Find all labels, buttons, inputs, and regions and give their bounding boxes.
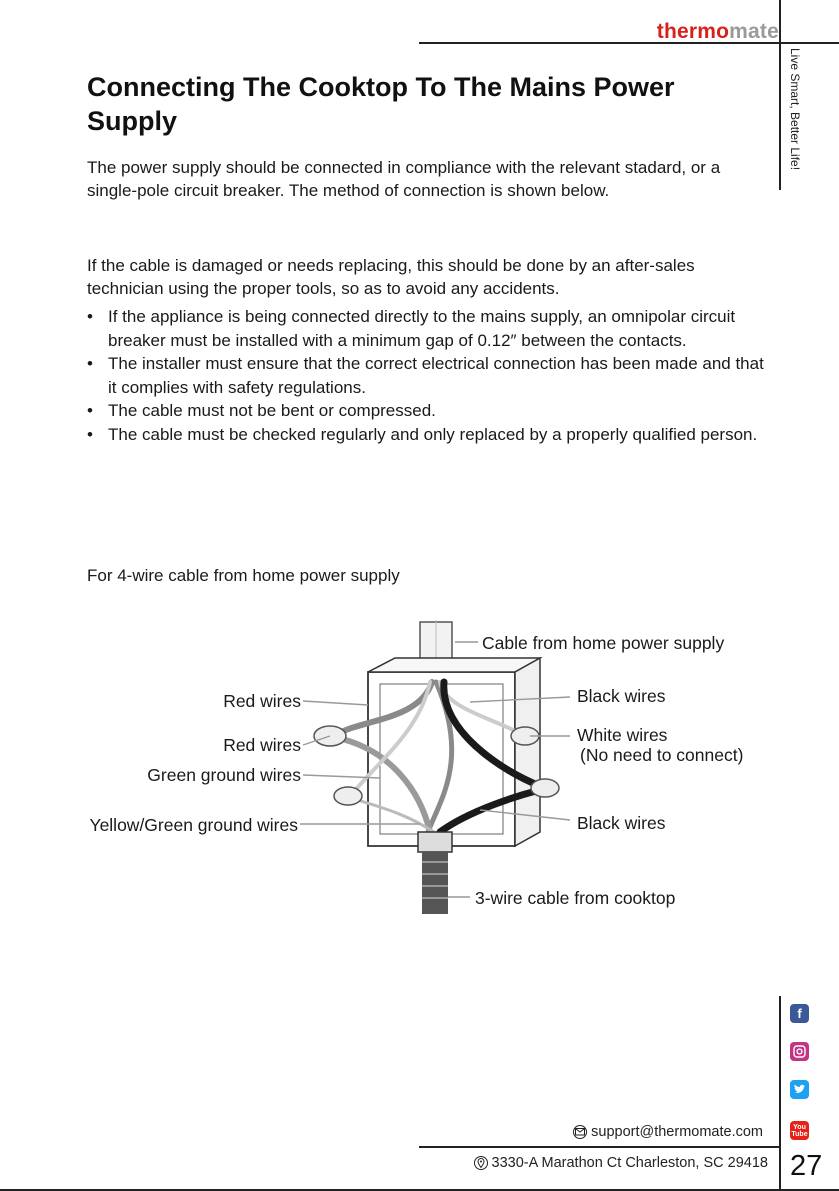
cable-paragraph: If the cable is damaged or needs replacing, this should be done by an after-sales technician using the proper tools, so as to avoid any accidents.	[87, 256, 695, 298]
facebook-glyph: f	[797, 1006, 802, 1021]
youtube-glyph-bottom: Tube	[791, 1130, 808, 1138]
footer-address	[474, 1155, 768, 1171]
label-green-ground: Green ground wires	[147, 765, 301, 785]
bullet-dot: •	[87, 354, 93, 373]
list-item	[87, 399, 767, 423]
list-item	[87, 352, 767, 399]
bullet-dot: •	[87, 307, 93, 326]
address-text: 3330-A Marathon Ct Charleston, SC 29418	[491, 1155, 768, 1171]
tagline-rule	[779, 0, 781, 190]
youtube-icon[interactable]	[790, 1121, 809, 1140]
email-text: support@thermomate.com	[591, 1124, 763, 1140]
bullet-dot: •	[87, 401, 93, 420]
bullet-text: The installer must ensure that the correct electrical connection has been made and that it complies with safety regulations.	[108, 354, 764, 397]
brand-logo-part1: thermo	[656, 20, 730, 43]
social-rule	[779, 996, 781, 1191]
label-white-wires: White wires	[577, 725, 668, 745]
label-white-note: (No need to connect)	[580, 745, 744, 765]
label-yellow-green-ground: Yellow/Green ground wires	[89, 815, 298, 835]
intro-paragraph: The power supply should be connected in compliance with the relevant stadard, or a single-pole circuit breaker. The method of connection is shown below.	[87, 158, 721, 200]
instagram-icon[interactable]	[790, 1042, 809, 1061]
list-item	[87, 305, 767, 352]
email-icon	[573, 1125, 587, 1139]
diagram-caption: For 4-wire cable from home power supply	[87, 566, 400, 585]
bullet-text: The cable must be checked regularly and only replaced by a properly qualified person.	[108, 424, 758, 444]
label-red-wires-1: Red wires	[223, 691, 301, 711]
bullet-text: If the appliance is being connected directly to the mains supply, an omnipolar circuit breaker must be installed with a minimum gap of 0.12″ between the contacts.	[108, 307, 736, 350]
footer-rule	[419, 1146, 781, 1148]
safety-bullet-list	[87, 305, 767, 446]
cooktop-cable-illustration	[418, 832, 452, 914]
brand-logo-part2: mate	[729, 20, 779, 43]
footer-email[interactable]	[573, 1124, 763, 1140]
label-cable-cooktop: 3-wire cable from cooktop	[475, 888, 676, 908]
youtube-glyph-top: You	[793, 1123, 806, 1131]
label-black-wires-bottom: Black wires	[577, 813, 666, 833]
location-icon	[474, 1156, 488, 1170]
list-item	[87, 423, 767, 447]
label-cable-home: Cable from home power supply	[482, 633, 725, 653]
instagram-glyph	[793, 1045, 806, 1058]
brand-logo	[657, 20, 779, 44]
label-black-wires-top: Black wires	[577, 686, 666, 706]
twitter-icon[interactable]	[790, 1080, 809, 1099]
bullet-dot: •	[87, 424, 93, 444]
page-number: 27	[790, 1150, 823, 1182]
tagline: Live Smart, Better Life!	[788, 48, 802, 171]
facebook-icon[interactable]	[790, 1004, 809, 1023]
label-red-wires-2: Red wires	[223, 735, 301, 755]
bullet-text: The cable must not be bent or compressed.	[108, 401, 436, 420]
page-title: Connecting The Cooktop To The Mains Power Supply	[87, 72, 675, 136]
twitter-glyph	[793, 1084, 806, 1095]
